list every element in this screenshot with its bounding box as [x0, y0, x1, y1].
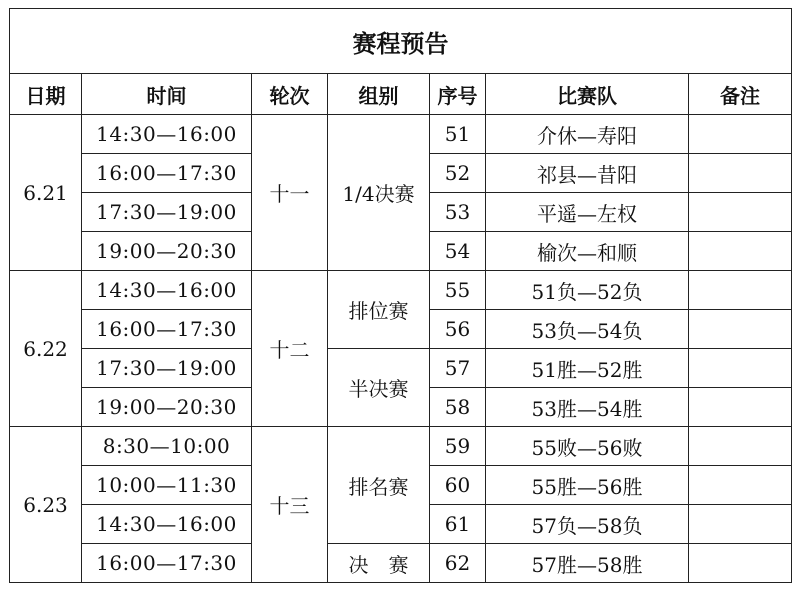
- time-cell: 14:30—16:00: [82, 505, 252, 544]
- time-cell: 16:00—17:30: [82, 544, 252, 583]
- group-cell: 排位赛: [328, 271, 430, 349]
- seq-cell: 57: [430, 349, 486, 388]
- time-cell: 17:30—19:00: [82, 349, 252, 388]
- note-cell: [689, 388, 792, 427]
- note-cell: [689, 154, 792, 193]
- header-row: [10, 74, 792, 115]
- group-cell: 半决赛: [328, 349, 430, 427]
- group-cell: 排名赛: [328, 427, 430, 544]
- time-cell: 19:00—20:30: [82, 232, 252, 271]
- match-cell: 53胜—54胜: [486, 388, 689, 427]
- schedule-table: [9, 8, 792, 583]
- round-cell: 十一: [252, 115, 328, 271]
- match-cell: 55胜—56胜: [486, 466, 689, 505]
- note-cell: [689, 505, 792, 544]
- match-cell: 祁县—昔阳: [486, 154, 689, 193]
- note-cell: [689, 310, 792, 349]
- match-cell: 51胜—52胜: [486, 349, 689, 388]
- round-cell: 十二: [252, 271, 328, 427]
- table-row: [10, 427, 792, 466]
- time-cell: 8:30—10:00: [82, 427, 252, 466]
- seq-cell: 59: [430, 427, 486, 466]
- match-cell: 53负—54负: [486, 310, 689, 349]
- note-cell: [689, 271, 792, 310]
- header-round: 轮次: [252, 74, 328, 115]
- header-seq: 序号: [430, 74, 486, 115]
- seq-cell: 55: [430, 271, 486, 310]
- match-cell: 榆次—和顺: [486, 232, 689, 271]
- seq-cell: 51: [430, 115, 486, 154]
- date-cell: 6.23: [10, 427, 82, 583]
- note-cell: [689, 427, 792, 466]
- table-row: [10, 271, 792, 310]
- note-cell: [689, 466, 792, 505]
- match-cell: 57胜—58胜: [486, 544, 689, 583]
- time-cell: 19:00—20:30: [82, 388, 252, 427]
- match-cell: 平遥—左权: [486, 193, 689, 232]
- table-row: [10, 544, 792, 583]
- seq-cell: 53: [430, 193, 486, 232]
- time-cell: 16:00—17:30: [82, 310, 252, 349]
- time-cell: 16:00—17:30: [82, 154, 252, 193]
- date-cell: 6.21: [10, 115, 82, 271]
- seq-cell: 61: [430, 505, 486, 544]
- table-title: 赛程预告: [10, 9, 792, 74]
- note-cell: [689, 232, 792, 271]
- header-note: 备注: [689, 74, 792, 115]
- seq-cell: 62: [430, 544, 486, 583]
- header-time: 时间: [82, 74, 252, 115]
- seq-cell: 60: [430, 466, 486, 505]
- match-cell: 介休—寿阳: [486, 115, 689, 154]
- seq-cell: 58: [430, 388, 486, 427]
- note-cell: [689, 193, 792, 232]
- round-cell: 十三: [252, 427, 328, 583]
- match-cell: 51负—52负: [486, 271, 689, 310]
- time-cell: 17:30—19:00: [82, 193, 252, 232]
- seq-cell: 54: [430, 232, 486, 271]
- header-group: 组别: [328, 74, 430, 115]
- header-date: 日期: [10, 74, 82, 115]
- time-cell: 14:30—16:00: [82, 271, 252, 310]
- time-cell: 10:00—11:30: [82, 466, 252, 505]
- header-match: 比赛队: [486, 74, 689, 115]
- note-cell: [689, 115, 792, 154]
- group-cell: 1/4决赛: [328, 115, 430, 271]
- table-row: [10, 115, 792, 154]
- seq-cell: 52: [430, 154, 486, 193]
- match-cell: 57负—58负: [486, 505, 689, 544]
- match-cell: 55败—56败: [486, 427, 689, 466]
- table-row: [10, 349, 792, 388]
- date-cell: 6.22: [10, 271, 82, 427]
- note-cell: [689, 544, 792, 583]
- time-cell: 14:30—16:00: [82, 115, 252, 154]
- seq-cell: 56: [430, 310, 486, 349]
- schedule-table-container: [9, 8, 791, 583]
- note-cell: [689, 349, 792, 388]
- group-cell: 决 赛: [328, 544, 430, 583]
